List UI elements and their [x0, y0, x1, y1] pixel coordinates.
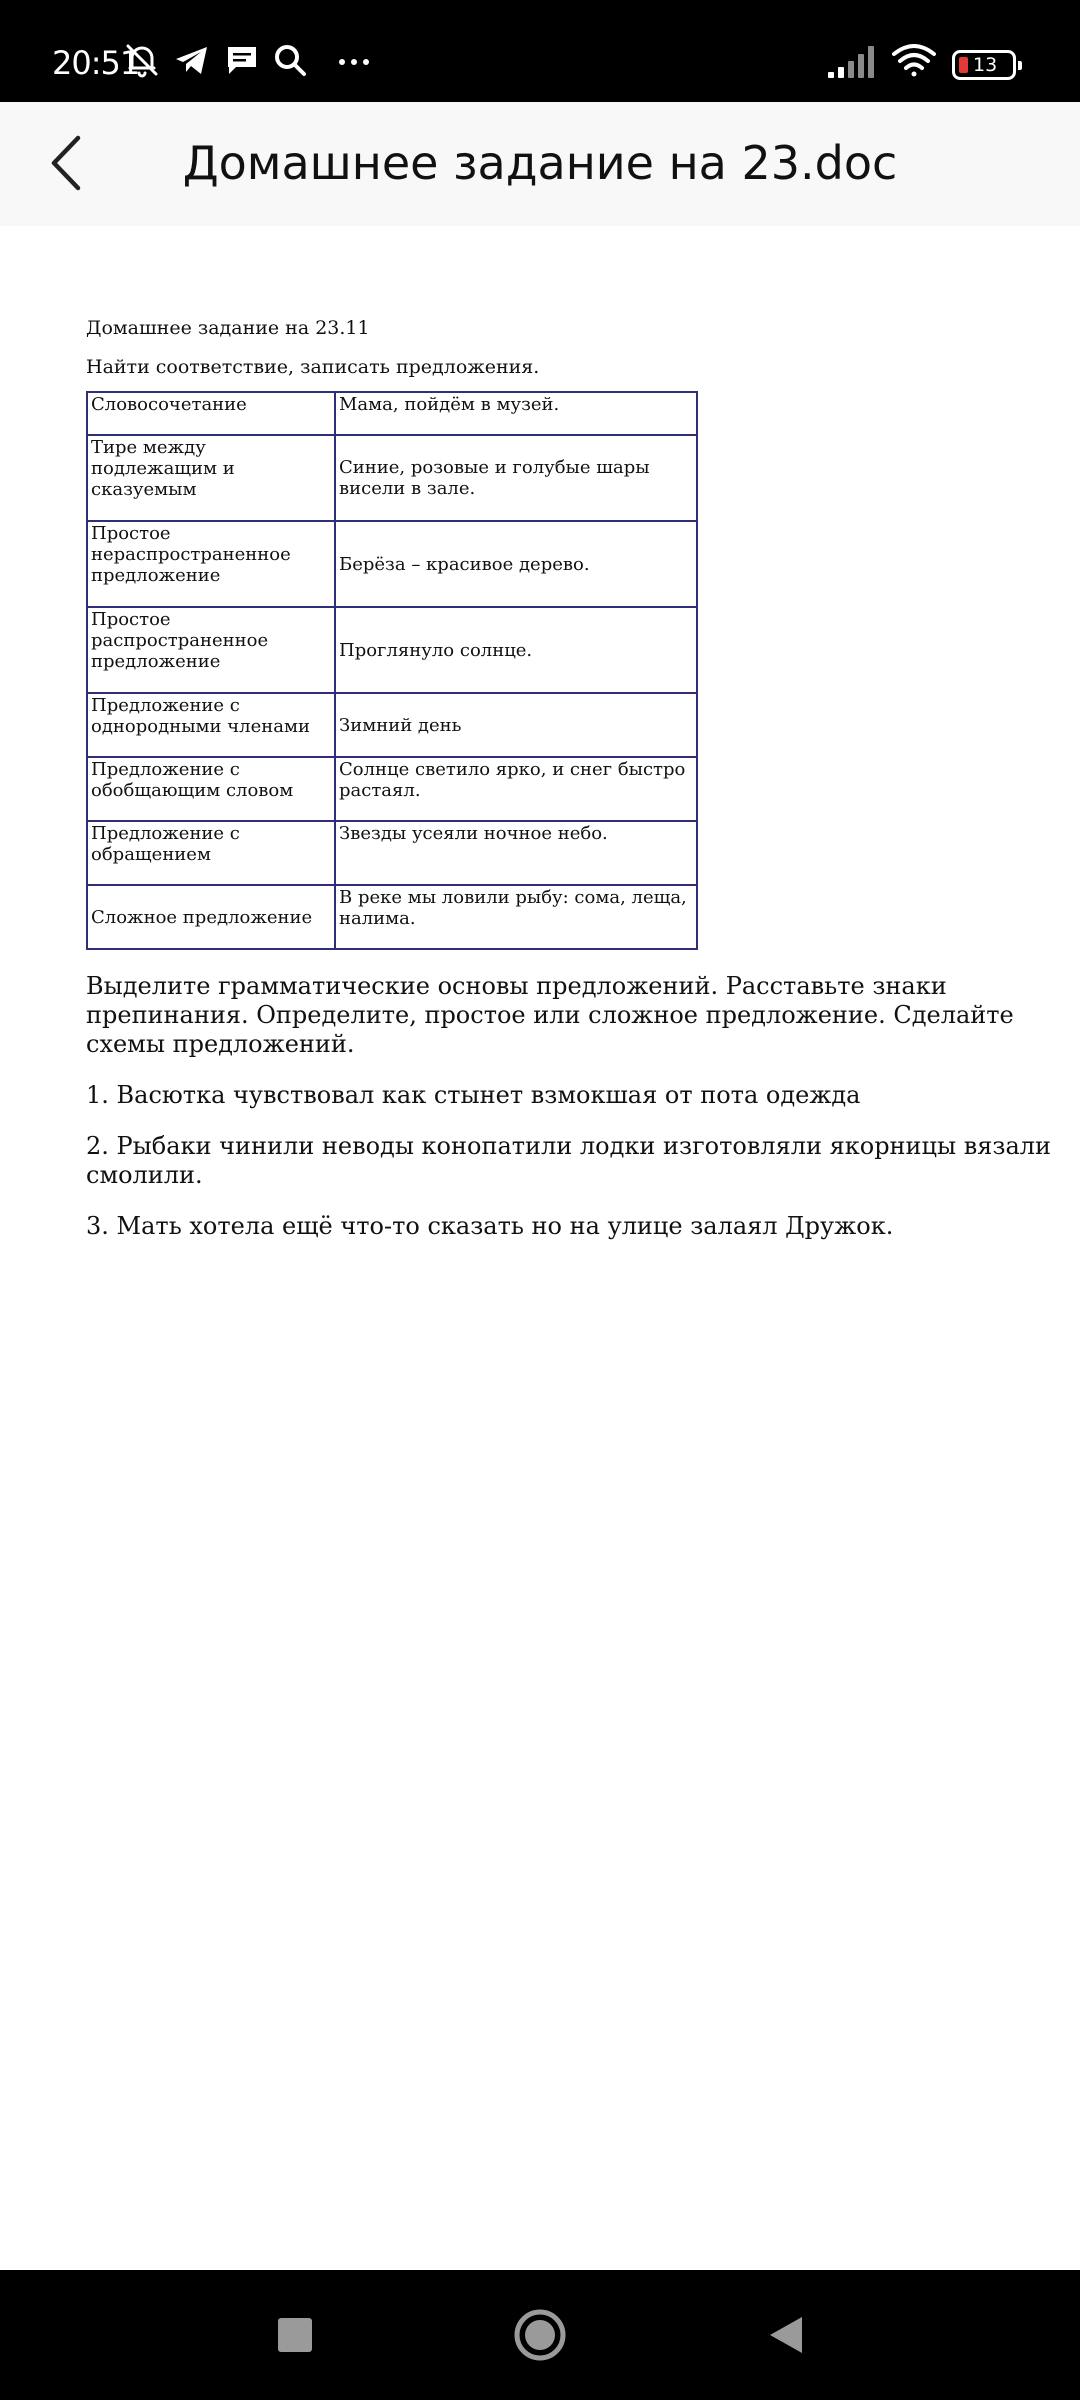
table-cell: Тире между подлежащим и сказуемым	[87, 435, 335, 521]
table-cell: Простое распространенное предложение	[87, 607, 335, 693]
instructions-text: Выделите грамматические основы предложений. Расставьте знаки препинания. Определите, простое или сложное предложение. Сделайте схемы предложений.	[86, 972, 1014, 1058]
back-button[interactable]	[36, 130, 96, 196]
home-button[interactable]	[505, 2300, 575, 2370]
task-text: Найти соответствие, записать предложения.	[86, 356, 540, 378]
app-bar	[0, 102, 1080, 226]
table-row	[87, 821, 697, 885]
table-row	[87, 521, 697, 607]
table-cell: В реке мы ловили рыбу: сома, леща, налима.	[335, 885, 697, 949]
search-icon	[270, 40, 310, 80]
table-cell: Сложное предложение	[87, 885, 335, 949]
sentence-3: 3. Мать хотела ещё что-то сказать но на улице залаял Дружок.	[86, 1212, 894, 1240]
chevron-left-icon	[36, 130, 96, 196]
table-cell: Проглянуло солнце.	[335, 607, 697, 693]
table-row	[87, 435, 697, 521]
battery-low-indicator	[959, 57, 968, 73]
table-cell: Предложение с обобщающим словом	[87, 757, 335, 821]
battery-level: 13	[973, 54, 998, 76]
document-content[interactable]	[86, 316, 1076, 1241]
table-cell: Простое нераспространенное предложение	[87, 521, 335, 607]
status-bar	[0, 0, 1080, 102]
recents-button[interactable]	[260, 2300, 330, 2370]
table-row	[87, 885, 697, 949]
table-cell: Словосочетание	[87, 392, 335, 435]
nav-back-button[interactable]	[750, 2300, 820, 2370]
document-title: Домашнее задание на 23.doc	[182, 136, 898, 190]
table-cell: Синие, розовые и голубые шары висели в зале.	[335, 435, 697, 521]
back-triangle-icon	[750, 2300, 820, 2370]
recents-square-icon	[260, 2300, 330, 2370]
table-cell: Предложение с обращением	[87, 821, 335, 885]
table-cell: Берёза – красивое дерево.	[335, 521, 697, 607]
navigation-bar	[0, 2270, 1080, 2400]
home-circle-icon	[505, 2300, 575, 2370]
battery-icon	[952, 50, 1016, 80]
document-heading: Домашнее задание на 23.11	[86, 317, 370, 339]
signal-icon	[826, 40, 880, 80]
matching-table	[86, 391, 698, 950]
message-icon	[222, 40, 262, 80]
table-cell: Зимний день	[335, 693, 697, 757]
bell-off-icon	[122, 40, 162, 80]
table-row	[87, 757, 697, 821]
wifi-icon	[890, 40, 938, 80]
table-cell: Звезды усеяли ночное небо.	[335, 821, 697, 885]
more-dots-icon	[334, 40, 374, 80]
sentence-2: 2. Рыбаки чинили неводы конопатили лодки изготовляли якорницы вязали смолили.	[86, 1132, 1052, 1189]
table-cell: Солнце светило ярко, и снег быстро растаял.	[335, 757, 697, 821]
status-time: 20:51	[52, 44, 140, 82]
table-cell: Мама, пойдём в музей.	[335, 392, 697, 435]
table-row	[87, 392, 697, 435]
table-cell: Предложение с однородными членами	[87, 693, 335, 757]
table-row	[87, 607, 697, 693]
telegram-icon	[172, 40, 212, 80]
table-row	[87, 693, 697, 757]
sentence-1: 1. Васютка чувствовал как стынет взмокшая от пота одежда	[86, 1081, 861, 1109]
